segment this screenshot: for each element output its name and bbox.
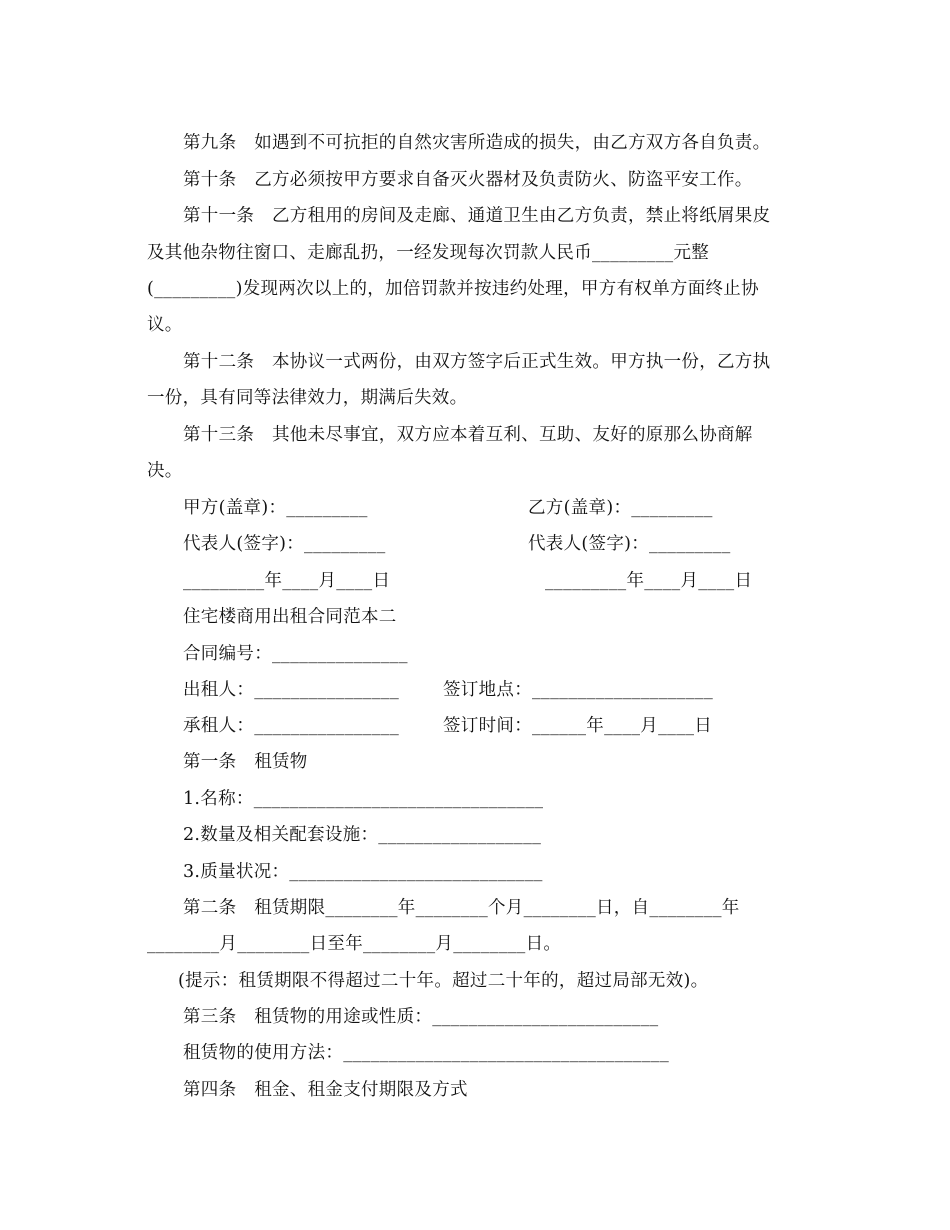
- party-b-seal: 乙方(盖章)：_________: [528, 498, 713, 518]
- article-12-line2: 一份，具有同等法律效力，期满后失效。: [147, 388, 468, 408]
- article-4-heading: 第四条 租金、租金支付期限及方式: [183, 1080, 468, 1100]
- usage-method: 租赁物的使用方法：____________________________________: [183, 1043, 669, 1063]
- article-13-line2: 决。: [147, 461, 183, 481]
- party-b-date: _________年____月____日: [545, 571, 753, 591]
- lease-term-hint: (提示：租赁期限不得超过二十年。超过二十年的，超过局部无效)。: [178, 971, 709, 991]
- article-2-line2: ________月________日至年________月________日。: [147, 934, 562, 954]
- item-quantity: 2.数量及相关配套设施：__________________: [183, 825, 542, 845]
- sign-place-field: 签订地点：____________________: [443, 680, 713, 700]
- article-11-line3: (_________)发现两次以上的，加倍罚款并按违约处理，甲方有权单方面终止协: [147, 279, 759, 299]
- sign-time-field: 签订时间：______年____月____日: [443, 716, 713, 736]
- party-b-representative: 代表人(签字)：_________: [528, 534, 731, 554]
- article-12-line1: 第十二条 本协议一式两份，由双方签字后正式生效。甲方执一份，乙方执: [183, 352, 771, 372]
- article-11-line1: 第十一条 乙方租用的房间及走廊、通道卫生由乙方负责，禁止将纸屑果皮: [183, 206, 771, 226]
- item-name: 1.名称：________________________________: [183, 789, 544, 809]
- article-3: 第三条 租赁物的用途或性质：_________________________: [183, 1007, 659, 1027]
- article-1-heading: 第一条 租赁物: [183, 752, 308, 772]
- template-title: 住宅楼商用出租合同范本二: [183, 607, 397, 627]
- lessee-field: 承租人：________________: [183, 716, 399, 736]
- article-9: 第九条 如遇到不可抗拒的自然灾害所造成的损失，由乙方双方各自负责。: [183, 133, 771, 153]
- article-13-line1: 第十三条 其他未尽事宜，双方应本着互利、互助、友好的原那么协商解: [183, 425, 753, 445]
- article-2-line1: 第二条 租赁期限________年________个月________日，自________年: [183, 898, 740, 918]
- article-11-line4: 议。: [147, 315, 183, 335]
- lessor-field: 出租人：________________: [183, 680, 399, 700]
- article-10: 第十条 乙方必须按甲方要求自备灭火器材及负责防火、防盗平安工作。: [183, 170, 753, 190]
- contract-number: 合同编号：_______________: [183, 644, 408, 664]
- item-quality: 3.质量状况：____________________________: [183, 862, 543, 882]
- article-11-line2: 及其他杂物往窗口、走廊乱扔，一经发现每次罚款人民币_________元整: [147, 243, 710, 263]
- party-a-date: _________年____月____日: [183, 571, 391, 591]
- party-a-seal: 甲方(盖章)：_________: [183, 498, 368, 518]
- party-a-representative: 代表人(签字)：_________: [183, 534, 386, 554]
